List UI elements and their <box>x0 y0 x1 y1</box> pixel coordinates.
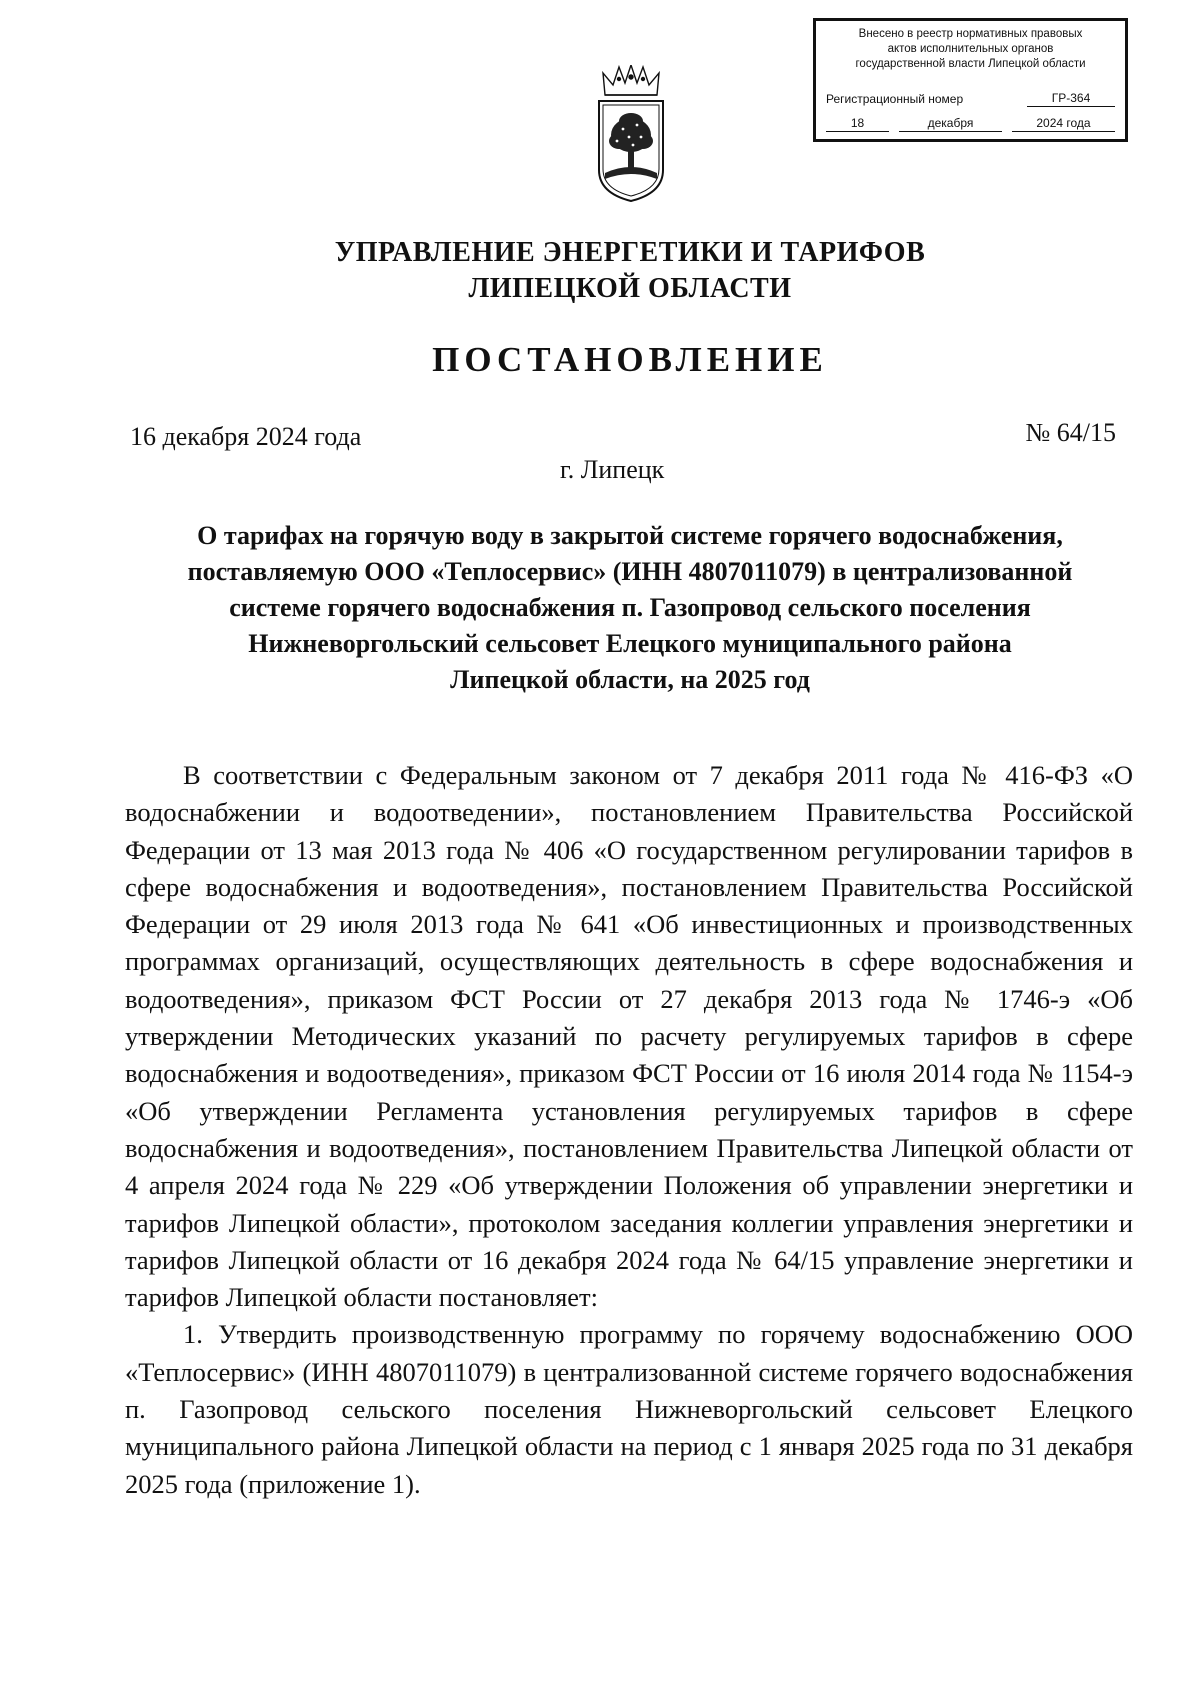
body-paragraph: 1. Утвердить производственную программу по горячему водоснабжению ООО «Теплосервис» (ИНН 4807011079) в централизованной системе горячего водоснабжения п. Газопровод сельского поселения Нижневоргольский сельсовет Елецкого муниципального района Липецкой области на период с 1 января 2025 года по 31 декабря 2025 года (приложение 1). <box>125 1319 1133 1499</box>
stamp-reg-label: Регистрационный номер <box>826 92 964 106</box>
stamp-line: Внесено в реестр нормативных правовых <box>858 28 1083 40</box>
title-line: системе горячего водоснабжения п. Газопровод сельского поселения <box>229 593 1031 622</box>
stamp-month: декабря <box>899 116 1002 132</box>
title-line: Липецкой области, на 2025 год <box>450 665 810 694</box>
title-line: О тарифах на горячую воду в закрытой системе горячего водоснабжения, <box>197 521 1063 550</box>
document-type: ПОСТАНОВЛЕНИЕ <box>432 340 828 379</box>
title-line: поставляемую ООО «Теплосервис» (ИНН 4807011079) в централизованной <box>187 557 1073 586</box>
org-line: ЛИПЕЦКОЙ ОБЛАСТИ <box>468 273 792 304</box>
document-body <box>125 757 1133 1503</box>
stamp-line: государственной власти Липецкой области <box>855 58 1086 70</box>
organization-name <box>0 235 1200 307</box>
document-title <box>130 518 1130 698</box>
stamp-registration-row <box>826 91 1115 107</box>
stamp-line: актов исполнительных органов <box>887 43 1054 55</box>
stamp-year: 2024 года <box>1012 116 1115 132</box>
registry-stamp <box>813 18 1128 142</box>
document-number: № 64/15 <box>1025 418 1116 447</box>
document-city: г. Липецк <box>560 455 665 484</box>
document-date: 16 декабря 2024 года <box>130 422 362 451</box>
body-paragraph: В соответствии с Федеральным законом от 7 декабря 2011 года № 416-ФЗ «О водоснабжении и водоотведении», постановлением Правительства Российской Федерации от 13 мая 2013 года № 406 «О государственном регулировании тарифов в сфере водоснабжения и водоотведения», постановлением Правительства Российской Федерации от 29 июля 2013 года № 641 «Об инвестиционных и производственных программах организаций, осуществляющих деятельность в сфере водоснабжения и водоотведения», приказом ФСТ России от 27 декабря 2013 года № 1746-э «Об утверждении Методических указаний по расчету регулируемых тарифов в сфере водоснабжения и водоотведения», приказом ФСТ России от 16 июля 2014 года № 1154-э «Об утверждении Регламента установления регулируемых тарифов в сфере водоснабжения и водоотведения», постановлением Правительства Липецкой области от 4 апреля 2024 года № 229 «Об утверждении Положения об управлении энергетики и тарифов Липецкой области», протоколом заседания коллегии управления энергетики и тарифов Липецкой области от 16 декабря 2024 года № 64/15 управление энергетики и тарифов Липецкой области постановляет: <box>125 760 1133 1313</box>
stamp-day: 18 <box>826 116 889 132</box>
org-line: УПРАВЛЕНИЕ ЭНЕРГЕТИКИ И ТАРИФОВ <box>334 237 926 268</box>
stamp-reg-number: ГР-364 <box>1027 91 1115 107</box>
coat-of-arms-icon <box>593 65 669 203</box>
title-line: Нижневоргольский сельсовет Елецкого муниципального района <box>248 629 1012 658</box>
stamp-date-row <box>826 116 1115 132</box>
